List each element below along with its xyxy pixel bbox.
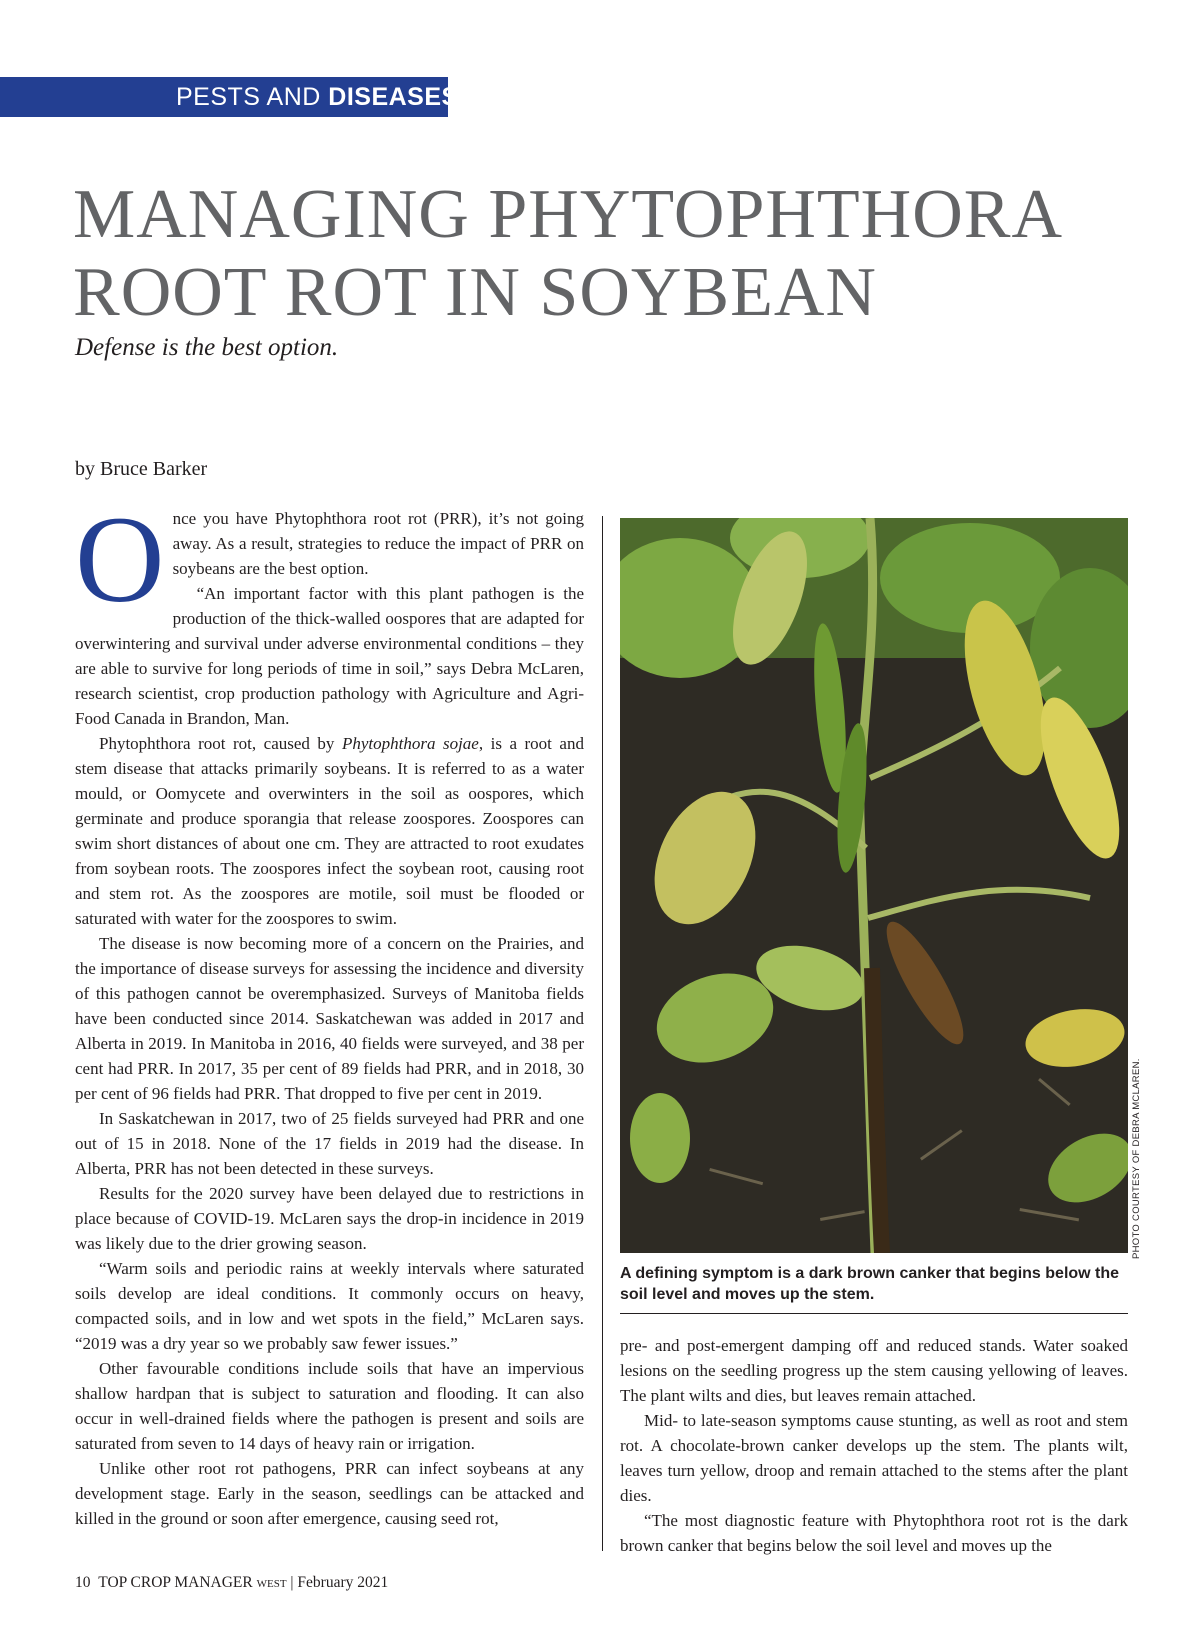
body-paragraph: “An important factor with this plant pathogen is the production of the thick-walled oospores that are adapted for overwintering and survival under adverse environmental conditions – they are able to survive for long periods of time in soil,” says Debra McLaren, research scientist, crop production pathology with Agriculture and Agri-Food Canada in Brandon, Man.: [75, 584, 584, 728]
caption-divider: [620, 1313, 1128, 1314]
body-paragraph: Results for the 2020 survey have been delayed due to restrictions in place because of COVID-19. McLaren says the drop-in incidence in 2019 was likely due to the drier growing season.: [75, 1184, 584, 1253]
photo-caption: A defining symptom is a dark brown canker that begins below the soil level and moves up the stem.: [620, 1265, 1120, 1303]
section-header: [0, 77, 459, 117]
soybean-plant-illustration: [620, 518, 1128, 1253]
body-paragraph: Other favourable conditions include soils that have an impervious shallow hardpan that is subject to saturation and flooding. It can also occur in well-drained fields where the pathogen is present and soils are saturated from seven to 14 days of heavy rain or irrigation.: [75, 1359, 584, 1453]
body-paragraph: “The most diagnostic feature with Phytophthora root rot is the dark brown canker that begins below the soil level and moves up the: [620, 1511, 1128, 1555]
body-paragraph: “Warm soils and periodic rains at weekly intervals where saturated soils develop are ideal conditions. It commonly occurs on heavy, compacted soils, and in low and wet spots in the field,” McLaren says. “2019 was a dry year so we probably saw fewer issues.”: [75, 1259, 584, 1353]
footer-separator: |: [290, 1574, 294, 1591]
drop-cap: O: [75, 506, 165, 628]
body-paragraph: Once you have Phytophthora root rot (PRR), it’s not going away. As a result, strategies to reduce the impact of PRR on soybeans are the best option.: [75, 506, 584, 628]
soybean-canker-photo: [620, 518, 1128, 1253]
byline: by Bruce Barker: [75, 458, 208, 480]
page-number: 10: [75, 1574, 91, 1591]
issue-date: February 2021: [297, 1574, 389, 1591]
body-column-left: [75, 506, 584, 1558]
magazine-name: TOP CROP MANAGER: [98, 1574, 253, 1591]
magazine-edition: WEST: [256, 1578, 287, 1590]
article-title: [73, 176, 1173, 332]
title-line-2: ROOT ROT IN SOYBEAN: [73, 254, 877, 331]
title-line-1: MANAGING PHYTOPHTHORA: [73, 176, 1064, 253]
body-paragraph: Mid- to late-season symptoms cause stunting, as well as root and stem rot. A chocolate-brown canker develops up the stem. The plants wilt, leaves turn yellow, droop and remain attached to the stems after the plant dies.: [620, 1411, 1128, 1505]
section-label: PESTS AND: [176, 83, 329, 111]
body-paragraph: Unlike other root rot pathogens, PRR can infect soybeans at any development stage. Early in the season, seedlings can be attacked and killed in the ground or soon after emergence, causing seed rot,: [75, 1459, 584, 1528]
body-paragraph: Phytophthora root rot, caused by Phytophthora sojae, is a root and stem disease that attacks primarily soybeans. It is referred to as a water mould, or Oomycete and overwinters in the soil as oospores, which germinate and produce sporangia that release zoospores. Zoospores can swim short distances of about one cm. They are attracted to root exudates from soybean roots. The zoospores infect the soybean root, causing root and stem rot. As the zoospores are motile, soil must be flooded or saturated with water for the zoospores to swim.: [75, 734, 584, 928]
body-paragraph: The disease is now becoming more of a concern on the Prairies, and the importance of disease surveys for assessing the incidence and diversity of this pathogen cannot be overemphasized. Surveys of Manitoba fields have been conducted since 2014. Saskatchewan was added in 2017 and Alberta in 2019. In Manitoba in 2016, 40 fields were surveyed, and 38 per cent had PRR. In 2017, 35 per cent of 89 fields had PRR, and in 2018, 30 per cent of 96 fields had PRR. That dropped to five per cent in 2019.: [75, 934, 584, 1103]
body-paragraph: pre- and post-emergent damping off and reduced stands. Water soaked lesions on the seedling progress up the stem causing yellowing of leaves. The plant wilts and dies, but leaves remain attached.: [620, 1336, 1128, 1405]
column-divider: [602, 516, 603, 1551]
species-name: Phytophthora sojae: [341, 734, 479, 753]
body-column-right: [620, 1333, 1128, 1563]
page-footer: [75, 1574, 388, 1592]
section-label-highlight: DISEASES: [328, 83, 459, 111]
photo-credit: PHOTO COURTESY OF DEBRA MCLAREN.: [1131, 1058, 1142, 1259]
body-paragraph: In Saskatchewan in 2017, two of 25 fields surveyed had PRR and one out of 15 in 2018. None of the 17 fields in 2019 had the disease. In Alberta, PRR has not been detected in these surveys.: [75, 1109, 584, 1178]
article-deck: Defense is the best option.: [75, 334, 339, 361]
